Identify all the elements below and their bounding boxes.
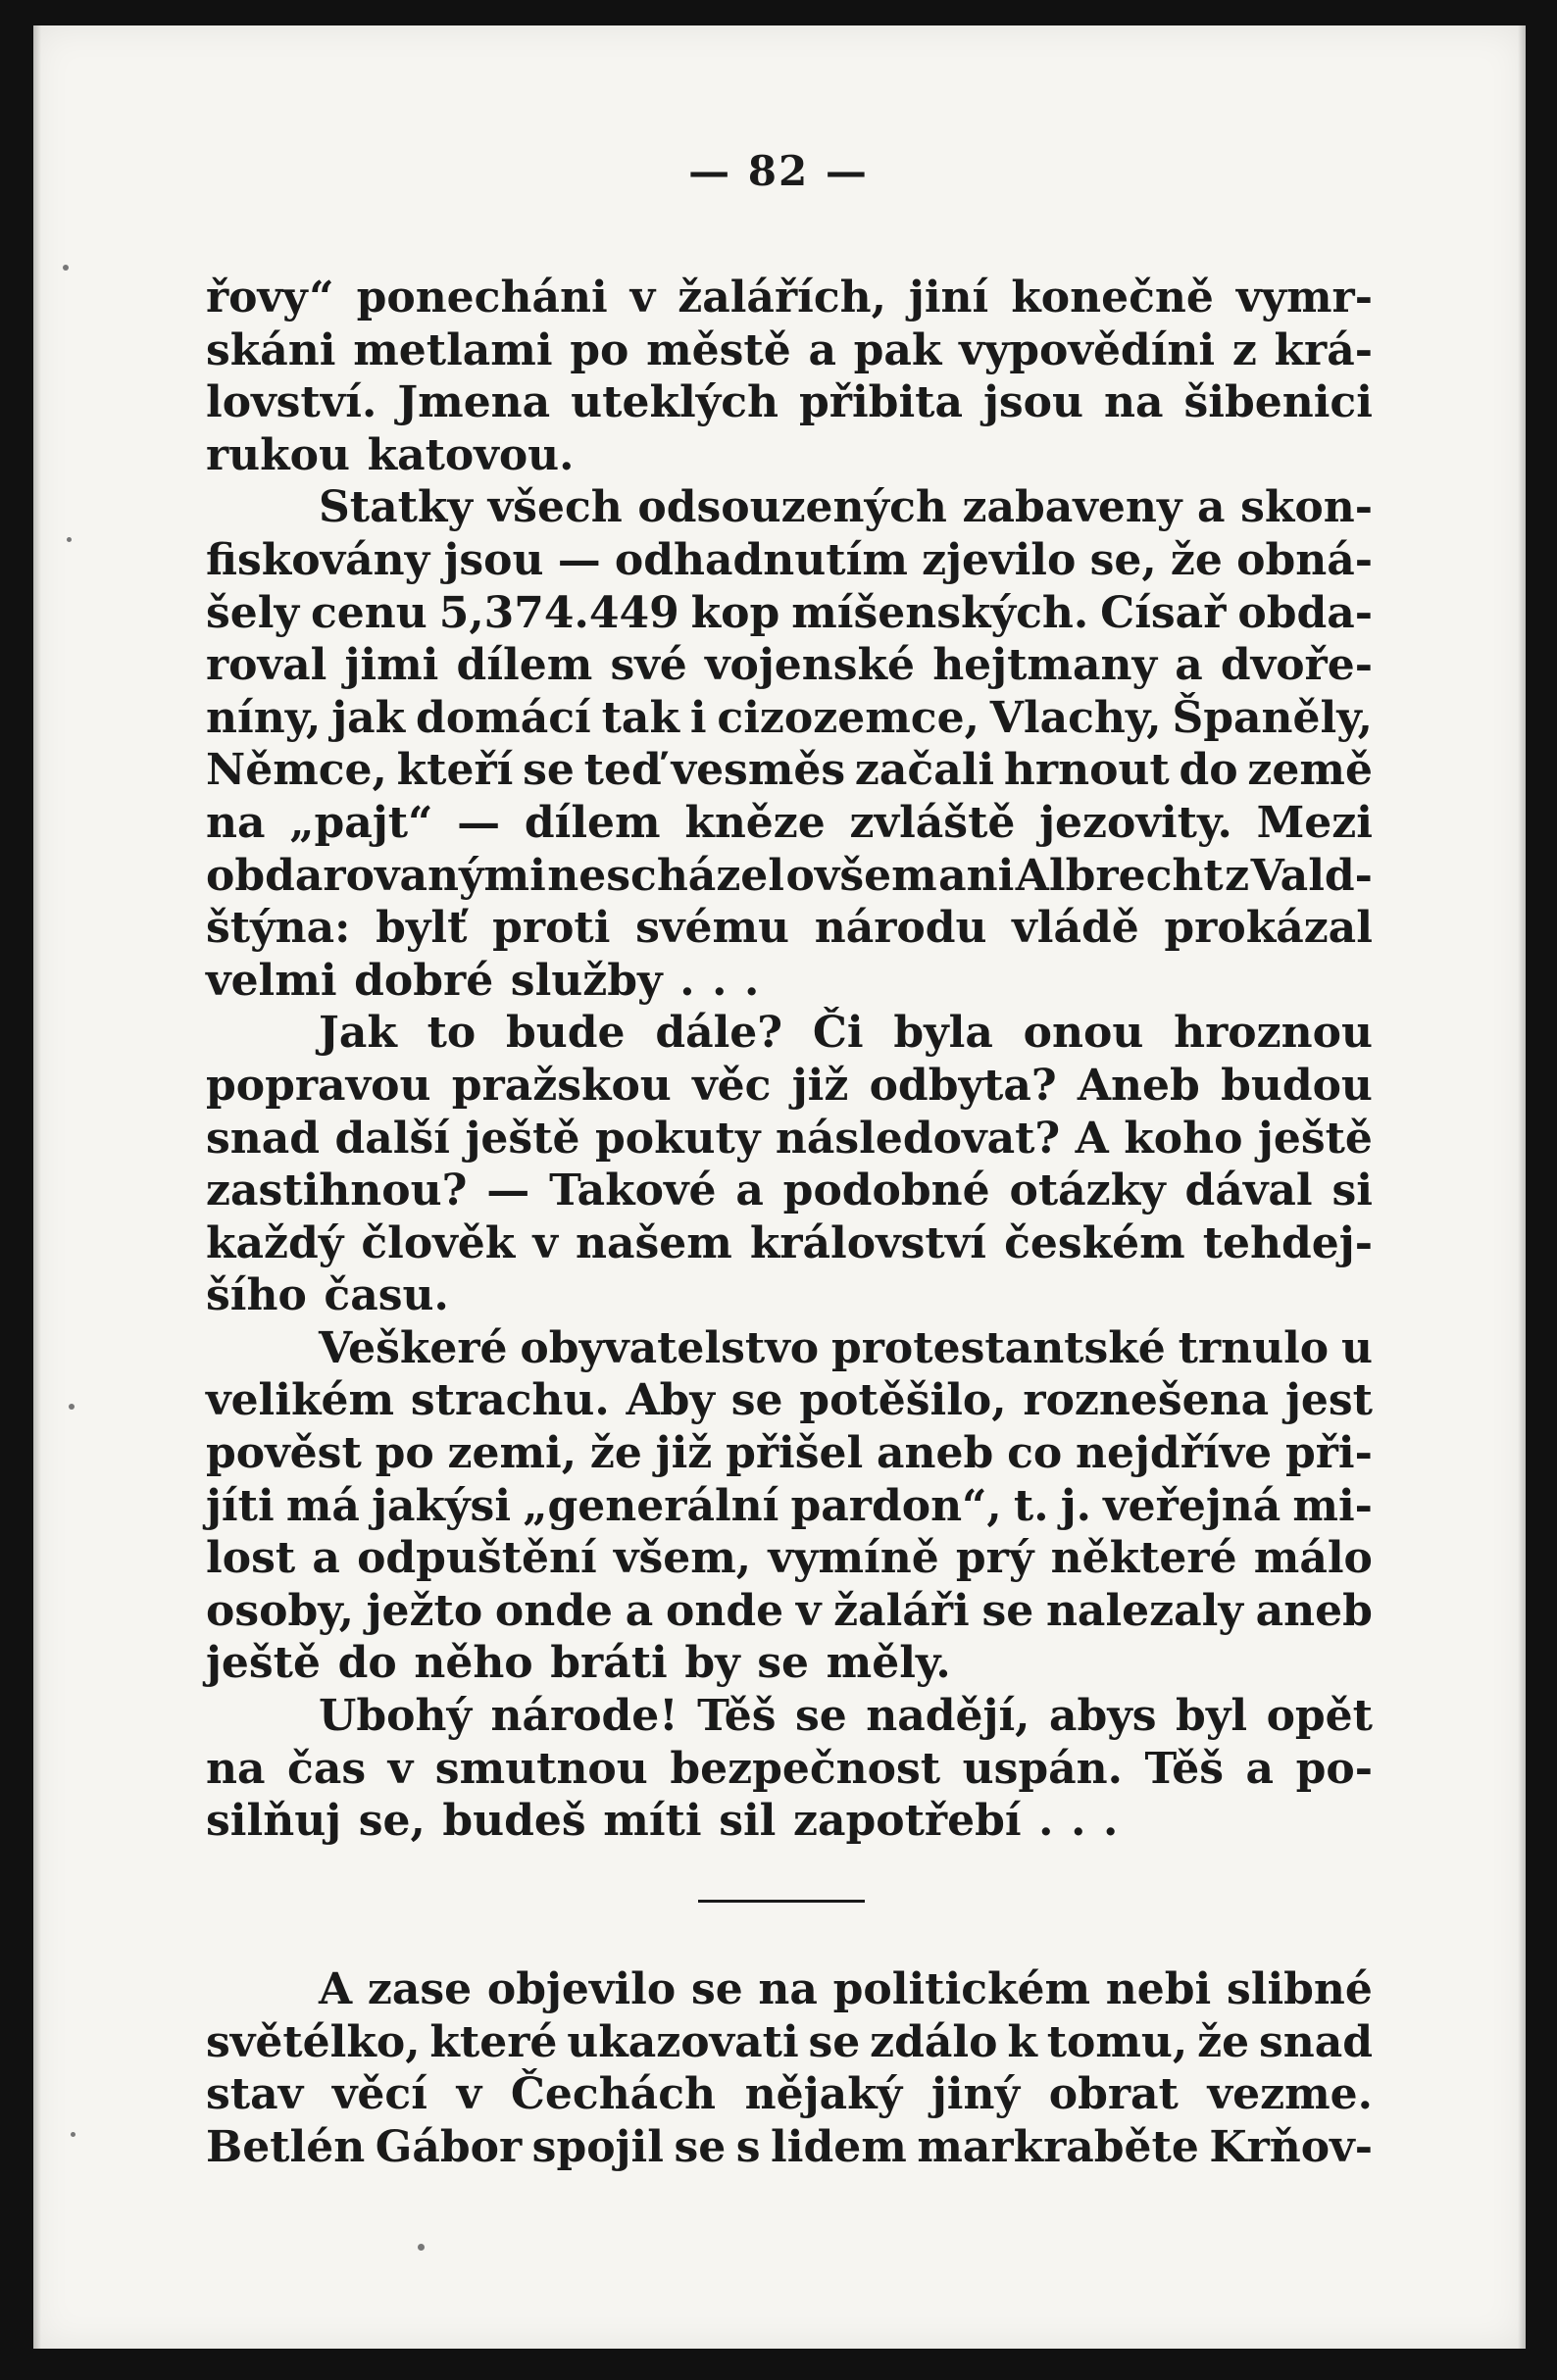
text-line: na čas v smutnou bezpečnost uspán. Těš a po- [206,1743,1373,1794]
text-line: osoby, ježto onde a onde v žaláři se nalezaly aneb [206,1585,1373,1636]
text-line: světélko, které ukazovati se zdálo k tomu, že snad [206,2016,1373,2067]
text-line: každý člověk v našem království českém tehdej- [206,1217,1373,1268]
text-line: velikém strachu. Aby se potěšilo, roznešena jest [206,1375,1373,1426]
text-line: na „pajt“ — dílem kněze zvláště jezovity. Mezi [206,797,1373,848]
continuation-text-block [206,1963,1373,2173]
scan-speck [69,1404,75,1410]
text-line: skáni metlami po městě a pak vypovědíni z krá- [206,324,1373,375]
text-line: snad další ještě pokuty následovat? A koho ještě [206,1113,1373,1164]
text-line: lovství. Jmena uteklých přibita jsou na šibenici [206,377,1373,428]
scan-speck [67,537,72,542]
scan-speck [71,2132,75,2137]
text-line: Ubohý národe! Těš se nadějí, abys byl opět [319,1691,1373,1742]
text-line: velmi dobré služby . . . [206,955,760,1006]
scan-speck [418,2244,425,2251]
main-text-block [206,272,1373,1848]
text-line: obdarovanými nescházel ovšem ani Albrecht z Vald- [206,850,1373,901]
page-right-edge [1518,25,1526,2349]
text-line: Jak to bude dále? Či byla onou hroznou [319,1008,1373,1059]
text-line: Němce, kteří se teď vesměs začali hrnout do země [206,745,1373,796]
text-line: Betlén Gábor spojil se s lidem markraběte Krňov- [206,2121,1373,2172]
text-line: stav věcí v Čechách nějaký jiný obrat vezme. [206,2069,1373,2120]
text-line: jíti má jakýsi „generální pardon“, t. j. veřejná mi- [206,1480,1373,1531]
text-line: pověst po zemi, že již přišel aneb co nejdříve při- [206,1428,1373,1479]
page-number: — 82 — [688,147,869,195]
text-line: štýna: bylť proti svému národu vládě prokázal [206,903,1373,954]
text-line: lost a odpuštění všem, vymíně prý některé málo [206,1533,1373,1584]
text-line: šely cenu 5,374.449 kop míšenských. Císař obda- [206,587,1373,638]
text-line: fiskovány jsou — odhadnutím zjevilo se, že obná- [206,534,1373,585]
section-divider [698,1900,865,1903]
text-line: zastihnou? — Takové a podobné otázky dával si [206,1165,1373,1216]
text-line: šího času. [206,1270,449,1321]
page-left-edge [33,25,41,2349]
text-line: popravou pražskou věc již odbyta? Aneb budou [206,1060,1373,1111]
text-line: silňuj se, budeš míti sil zapotřebí . . . [206,1796,1119,1847]
text-line: ještě do něho bráti by se měly. [206,1638,951,1689]
text-line: Statky všech odsouzených zabaveny a skon- [319,482,1373,533]
text-line: řovy“ ponecháni v žalářích, jiní konečně vymr- [206,273,1373,322]
text-line: Veškeré obyvatelstvo protestantské trnulo u [319,1322,1373,1373]
text-line: roval jimi dílem své vojenské hejtmany a dvoře- [206,640,1373,691]
text-line: A zase objevilo se na politickém nebi slibné [319,1964,1373,2014]
scan-speck [63,265,69,271]
text-line: rukou katovou. [206,429,575,480]
text-line: níny, jak domácí tak i cizozemce, Vlachy, Španěly, [206,692,1373,743]
